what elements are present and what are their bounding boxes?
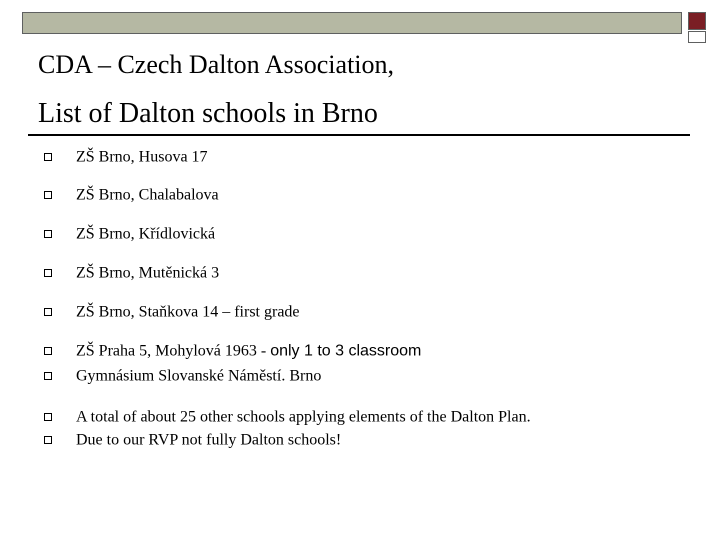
list-item: ZŠ Brno, Staňkova 14 – first grade xyxy=(44,303,300,321)
square-bullet-icon xyxy=(44,308,52,316)
list-item: ZŠ Brno, Mutěnická 3 xyxy=(44,264,219,282)
square-bullet-icon xyxy=(44,413,52,421)
list-item: ZŠ Brno, Husova 17 xyxy=(44,148,208,166)
square-bullet-icon xyxy=(44,191,52,199)
header-bar xyxy=(22,12,682,34)
list-item: ZŠ Brno, Chalabalova xyxy=(44,186,219,204)
square-bullet-icon xyxy=(44,372,52,380)
square-bullet-icon xyxy=(44,436,52,444)
list-item: ZŠ Brno, Křídlovická xyxy=(44,225,215,243)
list-item: Gymnásium Slovanské Náměstí. Brno xyxy=(44,367,321,385)
title-divider xyxy=(28,134,690,136)
list-item: A total of about 25 other schools applying elements of the Dalton Plan. xyxy=(44,408,531,426)
accent-square-small xyxy=(688,31,706,43)
slide-title-line-1: CDA – Czech Dalton Association, xyxy=(38,50,395,79)
accent-square xyxy=(688,12,706,30)
slide-title-line-2: List of Dalton schools in Brno xyxy=(38,98,378,129)
list-item: ZŠ Praha 5, Mohylová 1963 - only 1 to 3 classroom xyxy=(44,342,421,360)
square-bullet-icon xyxy=(44,230,52,238)
square-bullet-icon xyxy=(44,153,52,161)
square-bullet-icon xyxy=(44,269,52,277)
list-item: Due to our RVP not fully Dalton schools! xyxy=(44,431,341,449)
square-bullet-icon xyxy=(44,347,52,355)
